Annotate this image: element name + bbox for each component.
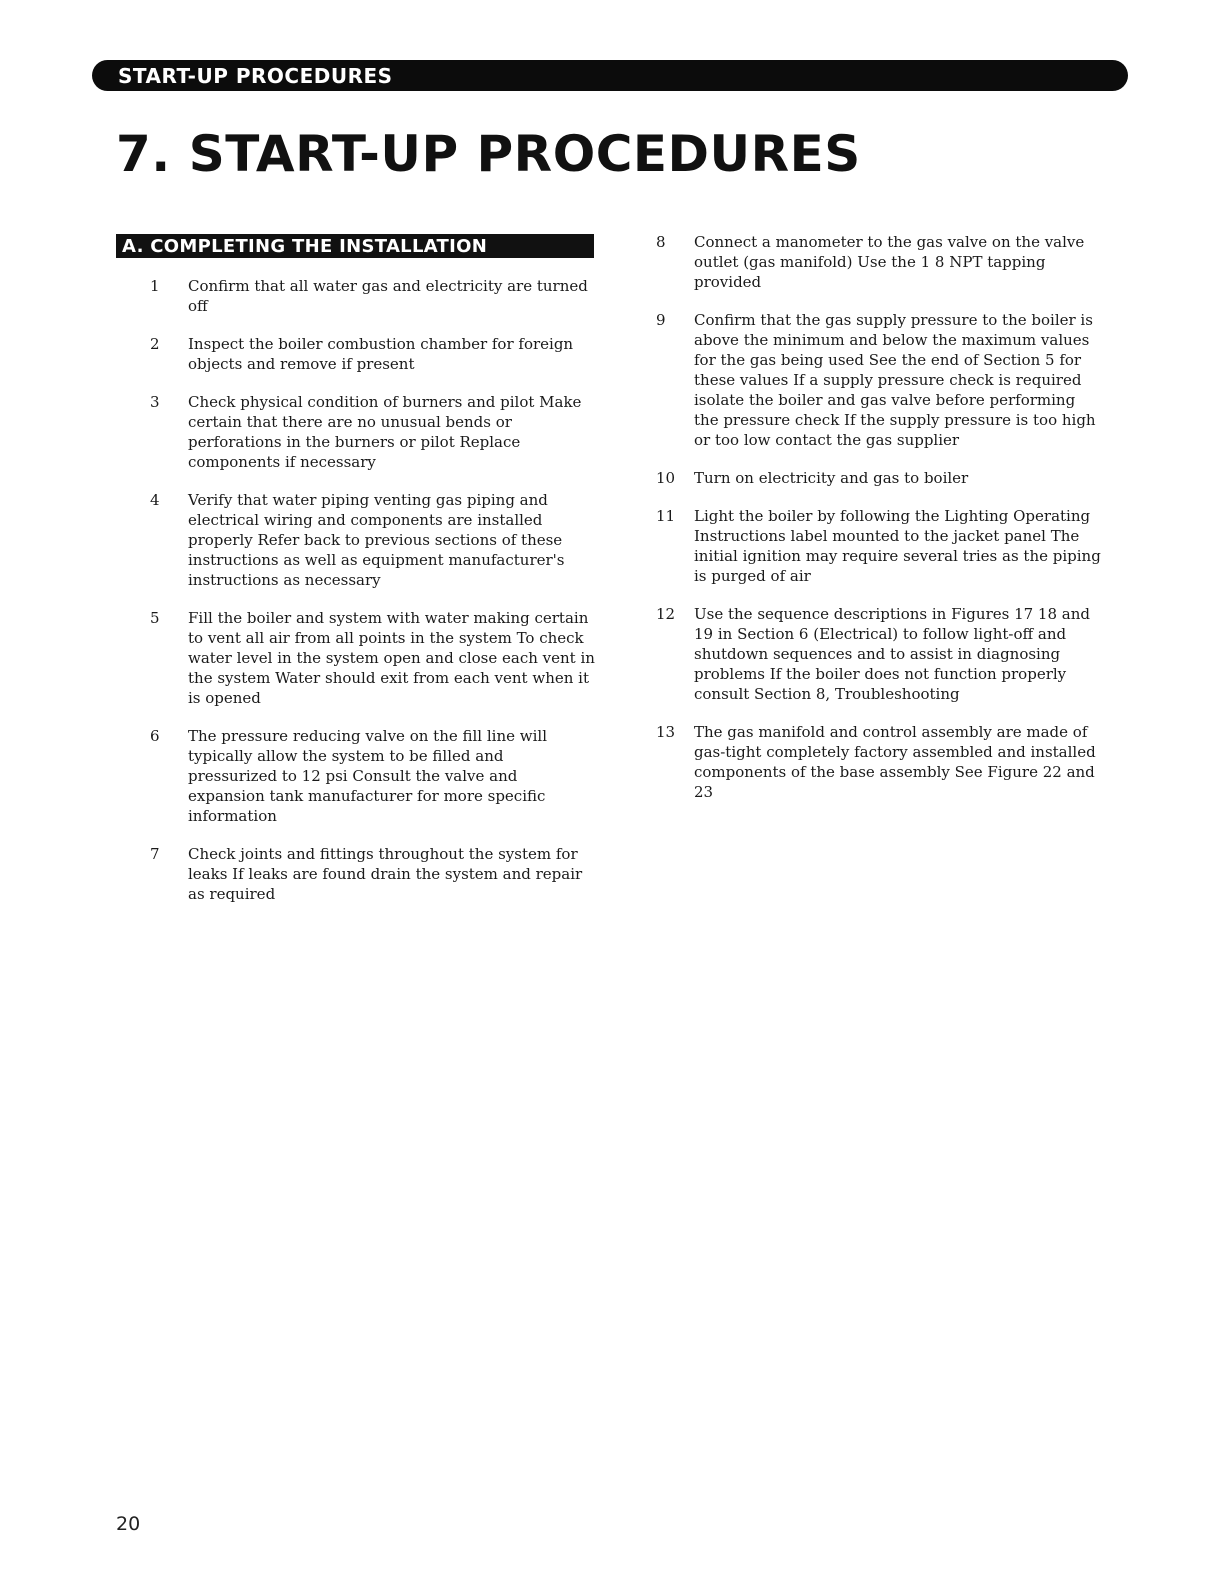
page-number: 20 [116,1513,141,1535]
steps-column-right [656,232,1101,802]
step-text: Confirm that the gas supply pressure to the boiler is above the minimum and below the maximum values for the gas being used See the end of Section 5 for these values If a supply pressure check is required isolate the boiler and gas valve before performing the pressure check If the supply pressure is too high or too low contact the gas supplier [694,311,1096,449]
list-item [656,310,1101,450]
step-text: Fill the boiler and system with water making certain to vent all air from all points in the system To check water level in the system open and close each vent in the system Water should exit from each vent when it is opened [188,609,595,707]
step-text: Check physical condition of burners and pilot Make certain that there are no unusual bends or perforations in the burners or pilot Replace components if necessary [188,393,582,471]
step-number: 8 [656,233,666,251]
list-item [150,392,595,472]
step-text: Check joints and fittings throughout the system for leaks If leaks are found drain the system and repair as required [188,845,583,903]
step-number: 10 [656,469,676,487]
steps-column-left [150,276,595,904]
list-item [656,722,1101,802]
banner-label: START-UP PROCEDURES [118,63,393,88]
list-item [150,608,595,708]
step-text: Confirm that all water gas and electricity are turned off [188,277,588,315]
step-number: 2 [150,335,160,353]
step-number: 3 [150,393,160,411]
list-item [656,506,1101,586]
step-number: 9 [656,311,666,329]
step-number: 12 [656,605,676,623]
step-number: 13 [656,723,676,741]
step-text: Verify that water piping venting gas piping and electrical wiring and components are installed properly Refer back to previous sections of these instructions as well as equipment manufacturer's instructions as necessary [188,491,565,589]
step-text: Light the boiler by following the Lighting Operating Instructions label mounted to the jacket panel The initial ignition may require several tries as the piping is purged of air [694,507,1101,585]
list-item [150,334,595,374]
step-number: 6 [150,727,160,745]
step-number: 5 [150,609,160,627]
list-item [150,726,595,826]
step-number: 1 [150,277,160,295]
step-text: Connect a manometer to the gas valve on the valve outlet (gas manifold) Use the 1 8 NPT tapping provided [694,233,1085,291]
step-text: Use the sequence descriptions in Figures 17 18 and 19 in Section 6 (Electrical) to follow light-off and shutdown sequences and to assist in diagnosing problems If the boiler does not function properly consult Section 8, Troubleshooting [694,605,1090,703]
step-text: Inspect the boiler combustion chamber for foreign objects and remove if present [188,335,574,373]
page-title: 7. START-UP PROCEDURES [116,125,861,183]
list-item [656,232,1101,292]
step-number: 11 [656,507,676,525]
list-item [150,490,595,590]
section-heading [116,234,594,258]
step-text: The pressure reducing valve on the fill line will typically allow the system to be filled and pressurized to 12 psi Consult the valve and expansion tank manufacturer for more specific information [188,727,547,825]
list-item [656,468,1101,488]
list-item [150,844,595,904]
step-number: 7 [150,845,160,863]
section-banner [92,60,1128,91]
step-text: Turn on electricity and gas to boiler [694,469,969,487]
step-number: 4 [150,491,160,509]
step-text: The gas manifold and control assembly are made of gas-tight completely factory assembled and installed components of the base assembly See Figure 22 and 23 [694,723,1096,801]
list-item [150,276,595,316]
section-heading-label: A. COMPLETING THE INSTALLATION [122,235,488,257]
list-item [656,604,1101,704]
